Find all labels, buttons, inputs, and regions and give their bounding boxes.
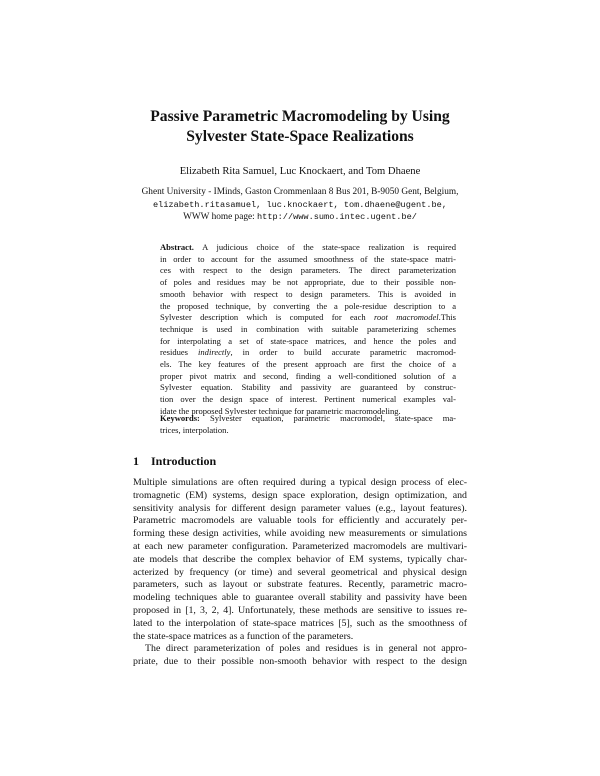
abstract-line: Abstract. A judicious choice of the state-space realization is required — [160, 242, 456, 252]
homepage-label: WWW home page: — [183, 212, 258, 222]
abstract-line: Sylvester description which is computed for each root macromodel.This — [160, 312, 456, 323]
email-addresses: elizabeth.ritasamuel, luc.knockaert, tom.dhaene@ugent.be, — [153, 199, 447, 210]
body-line: sensitivity analysis for different design parameter values (e.g., layout features). — [133, 502, 467, 514]
keywords-line: Keywords: Sylvester equation, parametric macromodel, state-space ma- — [160, 413, 456, 423]
abstract-line: ces with respect to the design parameters. The direct parameterization — [160, 265, 456, 276]
affiliation: Ghent University - IMinds, Gaston Crommenlaan 8 Bus 201, B-9050 Gent, Belgium, — [141, 187, 459, 197]
body-line: tromagnetic (EM) systems, design space exploration, design optimization, and — [133, 489, 467, 501]
abstract-line: for interpolating a set of state-space matrices, and hence the poles and — [160, 335, 456, 346]
body-line: acterized by frequency (or time) and several geometrical and physical design — [133, 566, 467, 578]
paper-title — [100, 107, 500, 147]
body-line: The direct parameterization of poles and residues is in general not appro- — [145, 643, 467, 655]
body-line: the state-space matrices as a function of the parameters. — [133, 630, 354, 642]
abstract-line: the proposed technique, by converting the a pole-residue description to a — [160, 300, 456, 311]
abstract-label: Abstract. — [160, 242, 194, 252]
abstract-line: tion over the design space of interest. Pertinent numerical examples val- — [160, 394, 456, 405]
body-line: forming these design activities, while avoiding new measurements or simulations — [133, 528, 467, 540]
abstract-line: in order to account for the assumed smoothness of the state-space matri- — [160, 253, 456, 264]
body-line: proposed in [1, 3, 2, 4]. Unfortunately, these methods are sensitive to issues re- — [133, 604, 467, 616]
keywords — [160, 413, 456, 436]
keywords-line: trices, interpolation. — [160, 424, 229, 435]
title-line-2: Sylvester State-Space Realizations — [186, 128, 414, 145]
body-line: modeling techniques able to guarantee overall stability and passivity have been — [133, 592, 467, 604]
abstract-line: technique is used in combination with suitable parameterizing schemes — [160, 323, 456, 334]
abstract-line: smooth behavior with respect to design parameters. This is avoided in — [160, 288, 456, 299]
abstract-italic-term: indirectly — [198, 347, 231, 358]
body-line: Parametric macromodels are valuable tools for efficiently and accurately per- — [133, 515, 467, 527]
keywords-label: Keywords: — [160, 413, 200, 423]
abstract-line: els. The key features of the present approach are first the choice of a — [160, 359, 456, 370]
abstract-line: residues indirectly, in order to build accurate parametric macromod- — [160, 347, 456, 358]
author-list: Elizabeth Rita Samuel, Luc Knockaert, and Tom Dhaene — [179, 166, 421, 177]
body-line: parameters, such as layout or substrate features. Recently, parametric macro- — [133, 579, 467, 591]
abstract-italic-term: root macromodel — [373, 312, 439, 323]
section-title: Introduction — [151, 454, 217, 468]
body-line: lated to the interpolation of state-space matrices [5], such as the smoothness of — [133, 617, 467, 629]
section-heading — [133, 454, 216, 469]
abstract — [160, 242, 456, 418]
abstract-line: idate the proposed Sylvester technique for parametric macromodeling. — [160, 405, 401, 416]
body-line: ate models that describe the complex behavior of EM systems, typically char- — [133, 553, 467, 565]
abstract-line: proper pivot matrix and second, finding a well-conditioned solution of a — [160, 370, 456, 381]
body-line: at each new parameter configuration. Parameterized macromodels are multivari- — [133, 540, 467, 552]
affiliation-block — [80, 186, 520, 224]
homepage-line — [80, 211, 520, 224]
body-line: Multiple simulations are often required during a typical design process of elec- — [133, 477, 467, 488]
abstract-line: of poles and residues may be not appropriate, due to their possible non- — [160, 277, 456, 288]
title-line-1: Passive Parametric Macromodeling by Using — [150, 108, 450, 125]
body-line: priate, due to their possible non-smooth behavior with respect to the design — [133, 656, 467, 668]
section-body — [133, 477, 467, 669]
abstract-line: Sylvester equation. Stability and passivity are guaranteed by construc- — [160, 382, 456, 393]
homepage-url[interactable]: http://www.sumo.intec.ugent.be/ — [257, 212, 417, 222]
section-number: 1 — [133, 454, 139, 468]
